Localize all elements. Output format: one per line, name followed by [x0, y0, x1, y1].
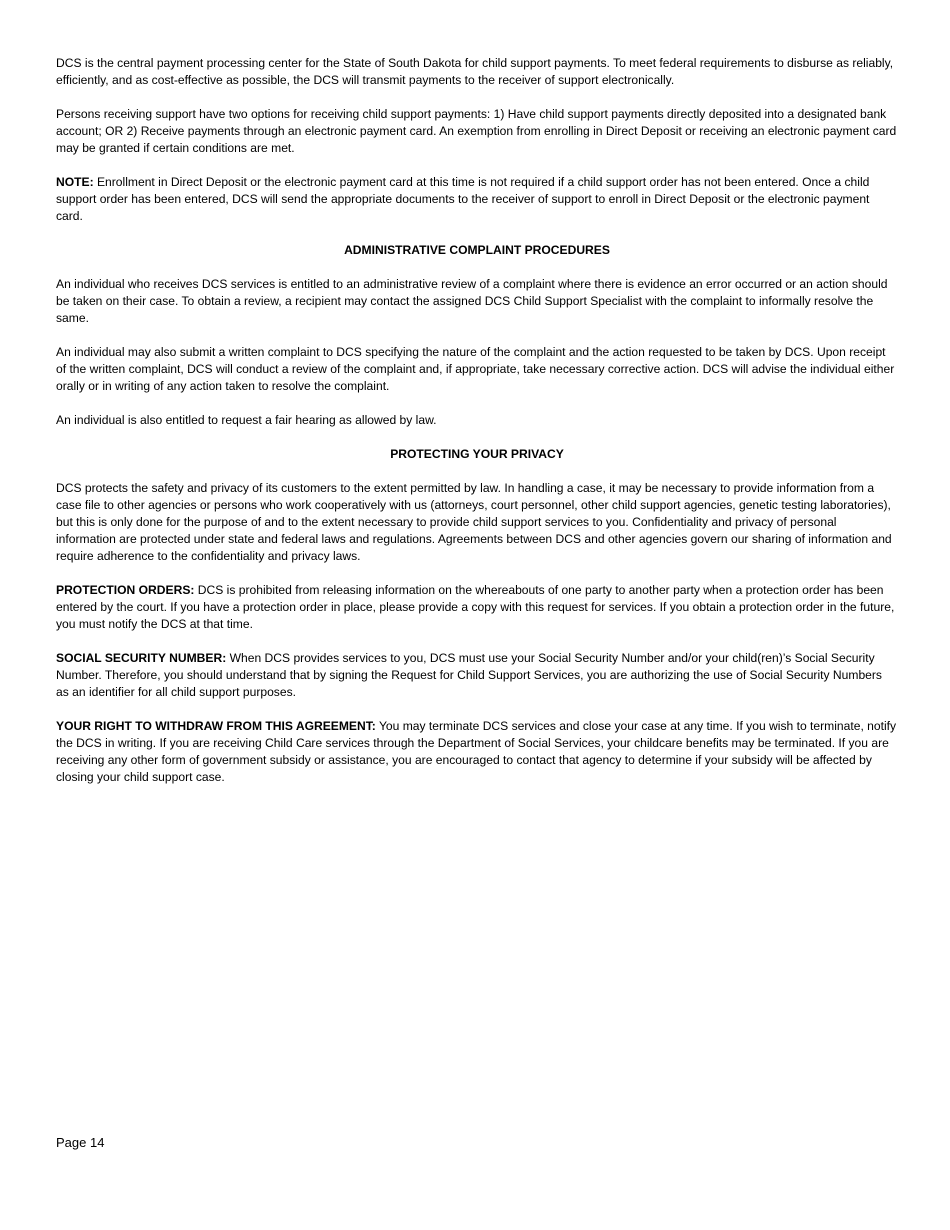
withdraw-text: You may terminate DCS services and close your case at any time. If you wish to terminate, notify the DCS in writing. If you are receiving Child Care services through the Department of Social Services, your childcare benefits may be terminated. If you are receiving any other form of government subsidy or assistance, you are encouraged to contact that agency to determine if your subsidy will be affected by closing your child support case. — [56, 719, 897, 784]
complaint-review-paragraph: An individual who receives DCS services is entitled to an administrative review of a complaint where there is evidence an error occurred or an action should be taken on their case. To obtain a review, a recipient may contact the assigned DCS Child Support Specialist with the complaint to informally resolve the same. — [56, 277, 888, 325]
withdraw-lead: YOUR RIGHT TO WITHDRAW FROM THIS AGREEMENT: — [56, 719, 376, 733]
protection-orders-lead: PROTECTION ORDERS: — [56, 583, 195, 597]
fair-hearing-paragraph: An individual is also entitled to request a fair hearing as allowed by law. — [56, 413, 437, 427]
privacy-heading: PROTECTING YOUR PRIVACY — [390, 447, 564, 461]
withdraw-paragraph — [56, 718, 898, 786]
social-security-lead: SOCIAL SECURITY NUMBER: — [56, 651, 227, 665]
social-security-paragraph — [56, 650, 898, 701]
note-text: Enrollment in Direct Deposit or the electronic payment card at this time is not required if a child support order has not been entered. Once a child support order has been entered, DCS will send the appropriate documents to the receiver of support to enroll in Direct Deposit or the electronic payment card. — [56, 175, 870, 223]
protection-orders-paragraph — [56, 582, 898, 633]
page-number: Page 14 — [56, 1135, 105, 1150]
protection-orders-text: DCS is prohibited from releasing information on the whereabouts of one party to another party when a protection order has been entered by the court. If you have a protection order in place, please provide a copy with this request for services. If you obtain a protection order in the future, you must notify the DCS at that time. — [56, 583, 895, 631]
privacy-paragraph: DCS protects the safety and privacy of its customers to the extent permitted by law. In handling a case, it may be necessary to provide information from a case file to other agencies or persons who work cooperatively with us (attorneys, court personnel, other child support agencies, genetic testing laboratories), but this is only done for the purpose of and to the extent necessary to provide child support services to you. Confidentiality and privacy of personal information are protected under state and federal laws and regulations. Agreements between DCS and other agencies govern our sharing of information and require adherence to the confidentiality and privacy laws. — [56, 481, 892, 563]
written-complaint-paragraph: An individual may also submit a written complaint to DCS specifying the nature of the complaint and the action requested to be taken by DCS. Upon receipt of the written complaint, DCS will conduct a review of the complaint and, if appropriate, take necessary corrective action. DCS will advise the individual either orally or in writing of any action taken to resolve the complaint. — [56, 345, 895, 393]
note-lead: NOTE: — [56, 175, 94, 189]
payment-options-paragraph: Persons receiving support have two options for receiving child support payments: 1) Have child support payments directly deposited into a designated bank account; OR 2) Receive payments through an electronic payment card. An exemption from enrolling in Direct Deposit or receiving an electronic payment card may be granted if certain conditions are met. — [56, 107, 897, 155]
social-security-text: When DCS provides services to you, DCS must use your Social Security Number and/or your child(ren)’s Social Security Number. Therefore, you should understand that by signing the Request for Child Support Services, you are authorizing the use of Social Security Numbers as an identifier for all child support purposes. — [56, 651, 882, 699]
complaint-procedures-heading: ADMINISTRATIVE COMPLAINT PROCEDURES — [344, 243, 610, 257]
document-page — [56, 55, 898, 803]
note-paragraph — [56, 174, 898, 225]
payment-processing-paragraph: DCS is the central payment processing center for the State of South Dakota for child support payments. To meet federal requirements to disburse as reliably, efficiently, and as cost-effective as possible, the DCS will transmit payments to the receiver of support electronically. — [56, 56, 894, 87]
